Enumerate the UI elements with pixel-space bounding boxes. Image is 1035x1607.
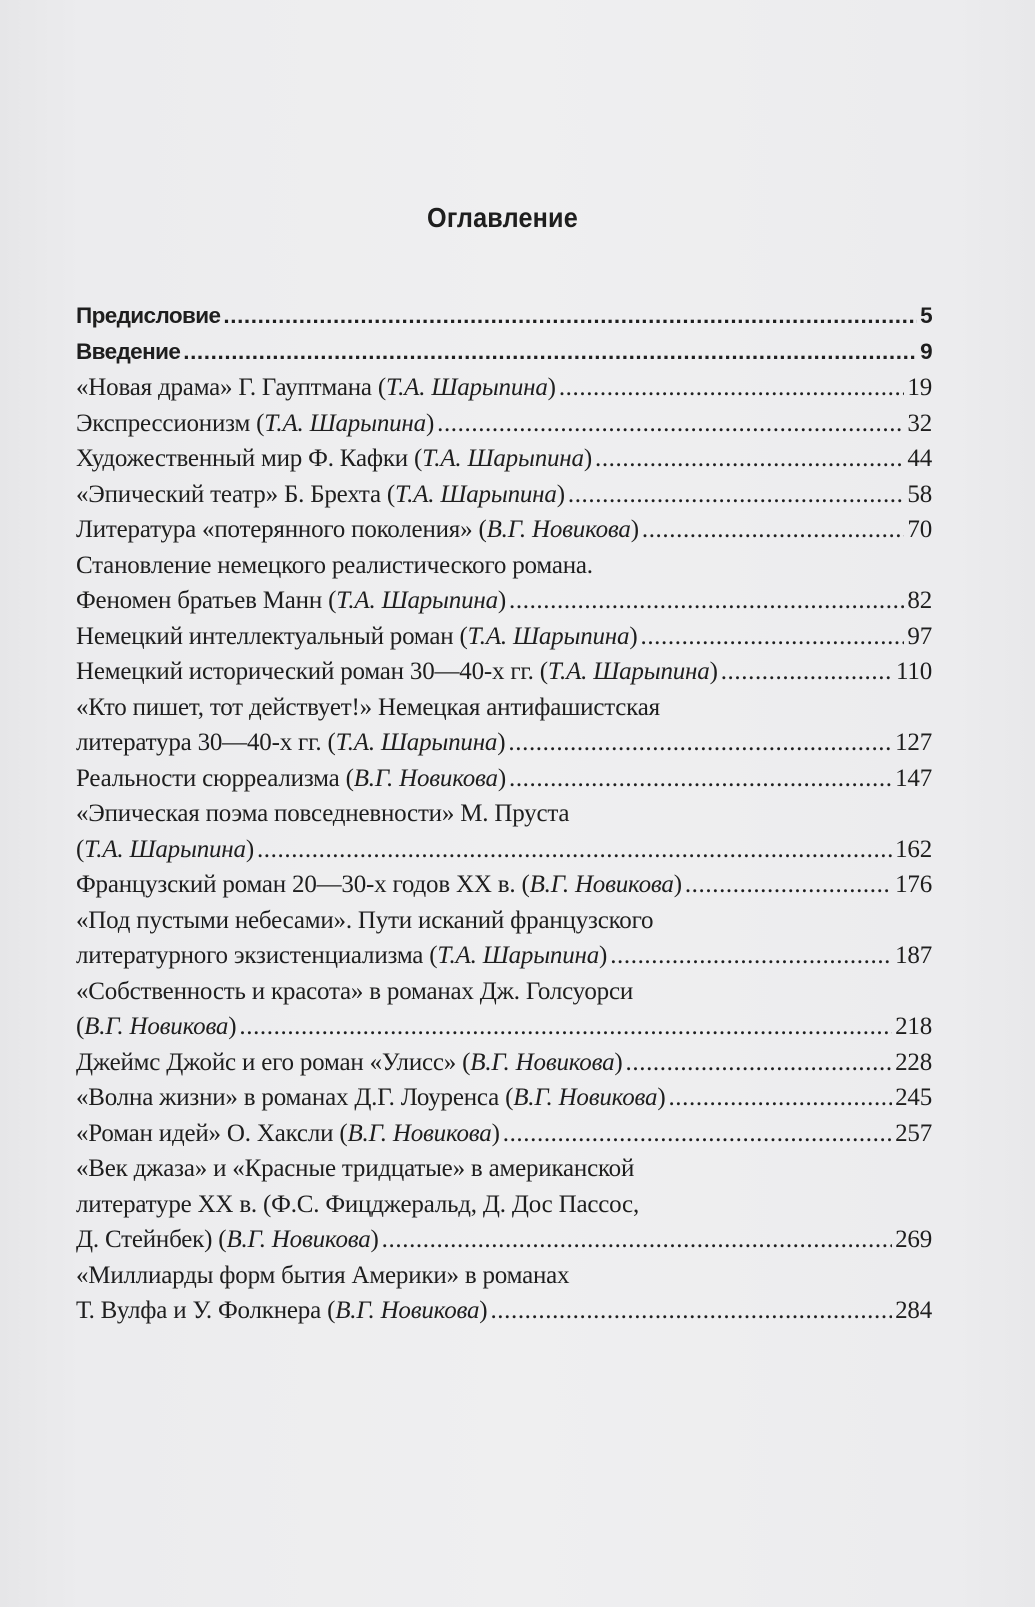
- toc-entry-row: [76, 619, 932, 655]
- toc-entry-title: «Эпический театр» Б. Брехта: [76, 480, 381, 508]
- toc-entry-label: Экспрессионизм (Т.А. Шарыпина): [76, 409, 435, 437]
- toc-entry-line: «Кто пишет, тот действует!» Немецкая антифашистская: [76, 693, 660, 721]
- toc-entry-author: В.Г. Новикова: [347, 1119, 492, 1147]
- toc-entry-row: [76, 406, 932, 442]
- toc-entry-label: (Т.А. Шарыпина): [76, 835, 254, 863]
- toc-entry-row: [76, 512, 932, 548]
- toc-entry: [76, 1045, 932, 1081]
- dot-leader: [640, 619, 904, 655]
- toc-entry-author: В.Г. Новикова: [84, 1013, 229, 1040]
- toc-entry-author: В.Г. Новикова: [226, 1226, 371, 1253]
- dot-leader: [595, 441, 904, 477]
- dot-leader: [685, 867, 892, 903]
- toc-entry-title: Французский роман 20—30-х годов XX в.: [76, 871, 516, 898]
- toc-entry-row: [76, 1080, 932, 1116]
- toc-entry-line: «Под пустыми небесами». Пути исканий французского: [76, 906, 654, 934]
- toc-entry-label: «Волна жизни» в романах Д.Г. Лоуренса (В.Г. Новикова): [76, 1084, 666, 1111]
- toc-entry-author: Т.А. Шарыпина: [336, 587, 498, 614]
- toc-entry-label: Реальности сюрреализма (В.Г. Новикова): [76, 764, 506, 792]
- toc-entry-label: Литература «потерянного поколения» (В.Г. Новикова): [76, 516, 639, 543]
- dot-leader: [721, 654, 893, 690]
- toc-entry-row: [76, 334, 932, 370]
- table-of-contents: [76, 298, 932, 1329]
- toc-entry-page-number: 284: [895, 1297, 932, 1324]
- toc-entry-page-number: 9: [920, 339, 932, 364]
- dot-leader: [382, 1222, 892, 1258]
- toc-entry: [76, 761, 932, 797]
- toc-entry-page-number: 44: [907, 445, 932, 472]
- toc-entry-line: «Век джаза» и «Красные тридцатые» в американской: [76, 1155, 635, 1182]
- toc-entry-page-number: 82: [907, 587, 932, 614]
- dot-leader: [508, 725, 892, 761]
- toc-entry-title: Экспрессионизм: [76, 409, 251, 437]
- toc-entry-row: [76, 867, 932, 903]
- toc-entry-label: «Роман идей» О. Хаксли (В.Г. Новикова): [76, 1119, 500, 1147]
- toc-entry-author: В.Г. Новикова: [470, 1048, 615, 1076]
- dot-leader: [642, 512, 905, 548]
- toc-entry-line: «Миллиарды форм бытия Америки» в романах: [76, 1261, 570, 1289]
- toc-entry-title: Реальности сюрреализма: [76, 764, 340, 792]
- toc-entry-row: [76, 441, 932, 477]
- toc-entry-author: Т.А. Шарыпина: [386, 374, 548, 401]
- toc-entry-page-number: 19: [907, 374, 932, 401]
- toc-entry: [76, 548, 932, 619]
- toc-entry-author: Т.А. Шарыпина: [395, 480, 557, 508]
- toc-entry: [76, 406, 932, 442]
- toc-entry-row: [76, 370, 932, 406]
- toc-entry-title: литературного экзистенциализма: [76, 942, 424, 969]
- toc-entry: [76, 619, 932, 655]
- dot-leader: [668, 1080, 892, 1116]
- toc-entry-author: В.Г. Новикова: [529, 871, 674, 898]
- toc-entry-label: Д. Стейнбек) (В.Г. Новикова): [76, 1226, 379, 1253]
- toc-entry-author: Т.А. Шарыпина: [547, 658, 710, 685]
- toc-entry: [76, 477, 932, 513]
- dot-leader: [509, 761, 892, 797]
- toc-entry: [76, 298, 932, 334]
- toc-entry-label: Джеймс Джойс и его роман «Улисс» (В.Г. Новикова): [76, 1048, 623, 1076]
- toc-entry-row: [76, 298, 932, 334]
- toc-entry-title: «Волна жизни» в романах Д.Г. Лоуренса: [76, 1084, 500, 1111]
- toc-entry-page-number: 269: [895, 1226, 932, 1253]
- toc-entry-page-number: 228: [895, 1048, 932, 1076]
- dot-leader: [239, 1009, 892, 1045]
- toc-entry: [76, 903, 932, 974]
- dot-leader: [509, 583, 904, 619]
- toc-entry-author: Т.А. Шарыпина: [335, 729, 498, 756]
- dot-leader: [257, 832, 892, 868]
- toc-entry-row: [76, 938, 932, 974]
- toc-entry-label: «Новая драма» Г. Гауптмана (Т.А. Шарыпина): [76, 374, 556, 401]
- toc-entry-page-number: 32: [907, 409, 932, 437]
- dot-leader: [490, 1293, 892, 1329]
- toc-entry-page-number: 187: [895, 942, 932, 969]
- toc-entry-line: «Собственность и красота» в романах Дж. Голсуорси: [76, 977, 634, 1005]
- toc-entry-label: литературного экзистенциализма (Т.А. Шарыпина): [76, 942, 608, 969]
- toc-entry: [76, 1258, 932, 1329]
- toc-entry-title: Предисловие: [76, 303, 221, 328]
- toc-entry: [76, 441, 932, 477]
- toc-entry-page-number: 218: [895, 1013, 932, 1040]
- toc-entry-label: [76, 298, 220, 334]
- toc-entry-row: [76, 477, 932, 513]
- toc-entry-row: [76, 583, 932, 619]
- toc-entry-title: Немецкий интеллектуальный роман: [76, 622, 454, 650]
- toc-entry-label: Немецкий интеллектуальный роман (Т.А. Шарыпина): [76, 622, 638, 650]
- toc-entry-row: [76, 1293, 932, 1329]
- toc-entry-page-number: 70: [907, 516, 932, 543]
- toc-entry-label: «Эпический театр» Б. Брехта (Т.А. Шарыпина): [76, 480, 565, 508]
- toc-entry-author: Т.А. Шарыпина: [264, 409, 426, 437]
- toc-entry-author: В.Г. Новикова: [513, 1084, 658, 1111]
- toc-entry-label: Феномен братьев Манн (Т.А. Шарыпина): [76, 587, 507, 614]
- toc-entry-author: Т.А. Шарыпина: [84, 835, 246, 863]
- toc-entry-title: Т. Вулфа и У. Фолкнера: [76, 1297, 322, 1324]
- dot-leader: [568, 477, 905, 513]
- toc-entry-label: Т. Вулфа и У. Фолкнера (В.Г. Новикова): [76, 1297, 488, 1324]
- toc-entry-title: Немецкий исторический роман 30—40-х гг.: [76, 658, 534, 685]
- toc-entry-row: [76, 725, 932, 761]
- toc-entry-page-number: 58: [907, 480, 932, 508]
- toc-entry-row: [76, 832, 932, 868]
- toc-entry-label: литература 30—40-х гг. (Т.А. Шарыпина): [76, 729, 506, 756]
- toc-entry-title: Литература «потерянного поколения»: [76, 516, 473, 543]
- toc-entry: [76, 512, 932, 548]
- toc-entry-page-number: 127: [895, 729, 932, 756]
- toc-entry-row: [76, 1222, 932, 1258]
- dot-leader: [437, 406, 904, 442]
- toc-entry-row: [76, 1116, 932, 1152]
- dot-leader: [183, 334, 917, 370]
- toc-entry-title: Д. Стейнбек): [76, 1226, 213, 1253]
- toc-entry-author: Т.А. Шарыпина: [467, 622, 630, 650]
- toc-entry-page-number: 147: [895, 764, 932, 792]
- toc-entry-line: «Эпическая поэма повседневности» М. Пруста: [76, 800, 570, 827]
- toc-entry-label: Художественный мир Ф. Кафки (Т.А. Шарыпина): [76, 445, 592, 472]
- toc-entry-page-number: 176: [895, 871, 932, 898]
- dot-leader: [610, 938, 892, 974]
- toc-entry-line: Становление немецкого реалистического романа.: [76, 551, 593, 579]
- toc-entry-page-number: 5: [920, 303, 932, 328]
- toc-entry-label: (В.Г. Новикова): [76, 1013, 237, 1040]
- toc-entry-title: Джеймс Джойс и его роман «Улисс»: [76, 1048, 457, 1076]
- dot-leader: [626, 1045, 893, 1081]
- toc-entry: [76, 334, 932, 370]
- toc-entry-page-number: 257: [895, 1119, 932, 1147]
- toc-entry: [76, 974, 932, 1045]
- toc-entry: [76, 1080, 932, 1116]
- dot-leader: [559, 370, 905, 406]
- dot-leader: [223, 298, 917, 334]
- toc-entry-title: «Новая драма» Г. Гауптмана: [76, 374, 372, 401]
- toc-entry-title: литература 30—40-х гг.: [76, 729, 322, 756]
- toc-entry-author: Т.А. Шарыпина: [437, 942, 600, 969]
- toc-entry-title: Художественный мир Ф. Кафки: [76, 445, 408, 472]
- toc-entry-author: В.Г. Новикова: [335, 1297, 480, 1324]
- toc-entry-row: [76, 761, 932, 797]
- toc-entry-title: Введение: [76, 339, 181, 364]
- toc-entry-page-number: 97: [907, 622, 932, 650]
- page-title: Оглавление: [427, 202, 578, 233]
- toc-entry-title: Феномен братьев Манн: [76, 587, 323, 614]
- toc-entry-label: [76, 334, 180, 370]
- toc-entry-author: В.Г. Новикова: [486, 516, 631, 543]
- toc-entry-title: «Роман идей» О. Хаксли: [76, 1119, 334, 1147]
- toc-entry-page-number: 245: [895, 1084, 932, 1111]
- toc-entry-row: [76, 654, 932, 690]
- dot-leader: [503, 1116, 892, 1152]
- toc-entry-author: В.Г. Новикова: [353, 764, 498, 792]
- toc-entry: [76, 867, 932, 903]
- toc-entry: [76, 690, 932, 761]
- toc-entry-label: Немецкий исторический роман 30—40-х гг. (Т.А. Шарыпина): [76, 658, 718, 685]
- toc-entry: [76, 1116, 932, 1152]
- toc-entry: [76, 654, 932, 690]
- toc-entry-page-number: 110: [896, 658, 932, 685]
- toc-entry-label: Французский роман 20—30-х годов XX в. (В.Г. Новикова): [76, 871, 682, 898]
- toc-entry: [76, 370, 932, 406]
- toc-entry: [76, 796, 932, 867]
- toc-entry-row: [76, 1045, 932, 1081]
- toc-entry-page-number: 162: [895, 835, 932, 863]
- toc-entry-line: литературе XX в. (Ф.С. Фицджеральд, Д. Дос Пассос,: [76, 1190, 639, 1218]
- toc-entry: [76, 1151, 932, 1258]
- toc-entry-row: [76, 1009, 932, 1045]
- toc-entry-author: Т.А. Шарыпина: [422, 445, 584, 472]
